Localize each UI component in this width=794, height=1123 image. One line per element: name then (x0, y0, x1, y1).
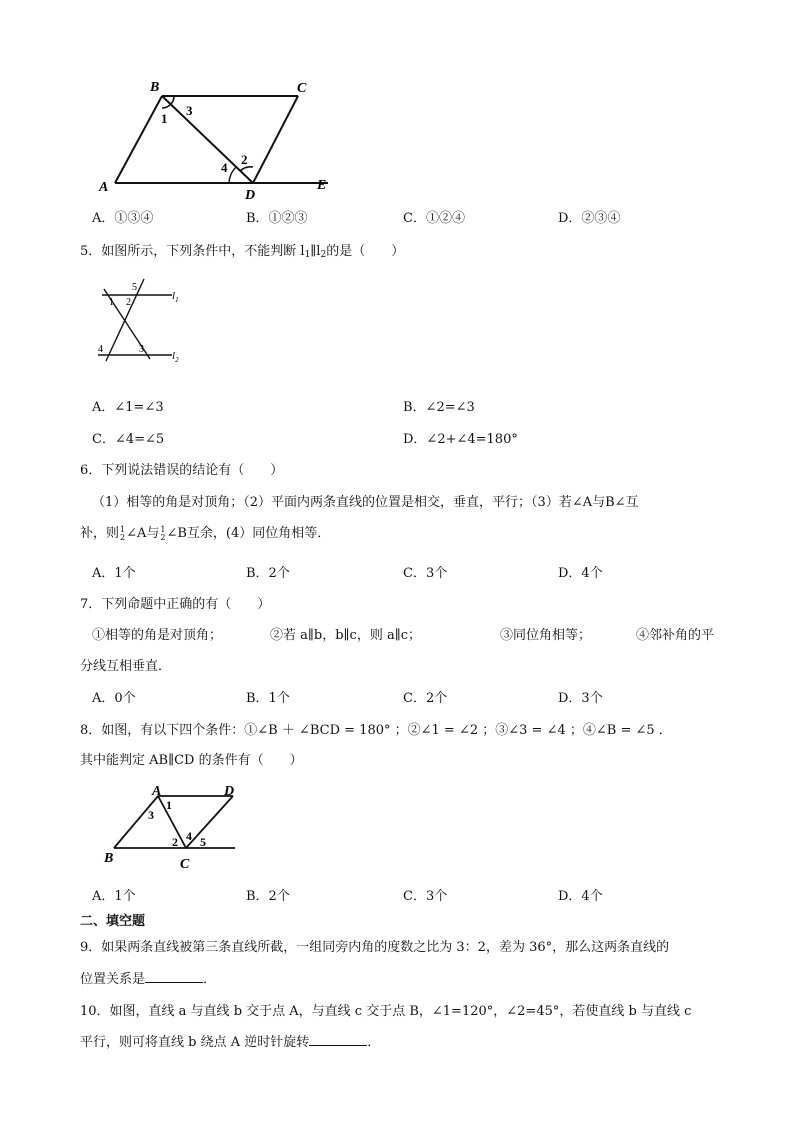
q7-option-b[interactable]: B．1个 (246, 691, 290, 706)
q10-answer-blank[interactable] (309, 1033, 367, 1046)
q5-angle-1: 1 (109, 297, 114, 308)
q4-option-a[interactable]: A．①③④ (92, 211, 154, 226)
q5-stem-mid: ∥l (310, 244, 321, 259)
q6-frac-2-den: 2 (160, 532, 166, 542)
q9-answer-blank[interactable] (145, 970, 203, 983)
q4-label-b: B (150, 80, 160, 95)
q9-line2-end: ． (203, 972, 217, 987)
q7-line2: 分线互相垂直． (80, 659, 172, 674)
q4-label-c: C (297, 81, 307, 96)
q8-figure (100, 780, 250, 872)
q5-sub2: 2 (320, 250, 327, 260)
q6-frac-1-den: 2 (120, 532, 126, 542)
q5-option-c[interactable]: C．∠4=∠5 (92, 432, 165, 447)
q5-option-d[interactable]: D．∠2+∠4=180° (403, 432, 518, 447)
section-fill-in-title: 二、填空题 (80, 914, 146, 929)
q6-frac-2-num: 1 (160, 524, 166, 534)
q6-frac-1-num: 1 (120, 524, 126, 534)
q9-line2 (80, 968, 216, 987)
q8-option-a[interactable]: A．1个 (92, 889, 136, 904)
q5-figure (92, 275, 192, 367)
q6-frac-1 (120, 526, 125, 542)
q4-option-b[interactable]: B．①②③ (246, 211, 308, 226)
q5-stem (80, 240, 404, 260)
q9-line2-text: 位置关系是 (80, 972, 146, 987)
svg-text:l1 (172, 290, 179, 304)
q6-option-c[interactable]: C．3个 (403, 566, 448, 581)
q5-angle-3: 3 (139, 344, 144, 355)
q5-option-a[interactable]: A．∠1=∠3 (92, 400, 164, 415)
q8-option-d[interactable]: D．4个 (558, 889, 603, 904)
q4-option-d[interactable]: D．②③④ (558, 211, 621, 226)
q6-option-b[interactable]: B．2个 (246, 566, 290, 581)
q4-figure (95, 75, 345, 205)
q10-line1: 10．如图，直线 a 与直线 b 交于点 A，与直线 c 交于点 B，∠1=120°，∠2=45°，若使直线 b 与直线 c (80, 1004, 692, 1019)
q5-label-l1: l (172, 290, 176, 302)
q8-option-b[interactable]: B．2个 (246, 889, 290, 904)
q10-line2 (80, 1031, 380, 1050)
q6-option-a[interactable]: A．1个 (92, 566, 136, 581)
q8-option-c[interactable]: C．3个 (403, 889, 448, 904)
q4-label-e: E (317, 178, 327, 193)
q5-angle-4: 4 (98, 344, 103, 355)
q5-label-l2-sub: 2 (175, 356, 179, 364)
q8-label-a: A (152, 784, 162, 799)
svg-text:l2 (172, 350, 179, 364)
q8-stem-line2: 其中能判定 AB∥CD 的条件有（ ） (80, 753, 303, 768)
q5-angle-2: 2 (126, 297, 131, 308)
q6-stem: 6．下列说法错误的结论有（ ） (80, 463, 284, 478)
q10-line2-end: ． (367, 1035, 381, 1050)
q7-item-3: ③同位角相等； (500, 628, 592, 643)
q4-angle-2: 2 (241, 152, 248, 167)
q6-line2-b: ∠A与 (126, 526, 160, 541)
q5-stem-b: 的是（ ） (326, 244, 405, 259)
q8-label-c: C (180, 857, 190, 872)
q8-angle-1: 1 (166, 798, 172, 812)
q8-label-b: B (104, 851, 114, 866)
q5-angle-5: 5 (132, 282, 137, 293)
q5-sub1: 1 (304, 250, 311, 260)
q6-frac-2 (160, 526, 165, 542)
q6-line2-c: ∠B互余，(4）同位角相等． (166, 526, 331, 541)
q6-option-d[interactable]: D．4个 (558, 566, 603, 581)
q4-option-c[interactable]: C．①②④ (403, 211, 465, 226)
q5-label-l1-sub: 1 (175, 296, 179, 304)
q8-label-d: D (224, 784, 235, 799)
q4-label-d: D (245, 188, 256, 203)
q8-angle-5: 5 (200, 835, 206, 849)
q4-angle-1: 1 (161, 111, 168, 126)
q7-option-a[interactable]: A．0个 (92, 691, 136, 706)
q4-angle-4: 4 (221, 160, 228, 175)
q4-label-a: A (99, 180, 109, 195)
q8-angle-3: 3 (148, 808, 154, 822)
q6-line1: （1）相等的角是对顶角；（2）平面内两条直线的位置是相交，垂直，平行；（3）若∠A与B∠互 (92, 495, 639, 510)
q10-line2-text: 平行，则可将直线 b 绕点 A 逆时针旋转 (80, 1035, 310, 1050)
q4-angle-3: 3 (186, 103, 193, 118)
q6-line2 (80, 522, 330, 542)
q9-line1: 9．如果两条直线被第三条直线所截，一组同旁内角的度数之比为 3：2，差为 36°，那么这两条直线的 (80, 940, 670, 955)
q6-line2-a: 补，则 (80, 526, 120, 541)
q8-angle-4: 4 (186, 829, 192, 843)
q5-stem-a: 5．如图所示，下列条件中，不能判断 l (80, 244, 305, 259)
q7-option-c[interactable]: C．2个 (403, 691, 448, 706)
q7-item-2: ②若 a∥b，b∥c，则 a∥c； (270, 628, 421, 643)
q5-option-b[interactable]: B．∠2=∠3 (403, 400, 475, 415)
q7-item-4: ④邻补角的平 (636, 628, 715, 643)
q7-item-1: ①相等的角是对顶角； (92, 628, 223, 643)
q5-label-l2: l (172, 350, 176, 362)
q7-option-d[interactable]: D．3个 (558, 691, 603, 706)
q8-stem-line1: 8．如图，有以下四个条件：①∠B ＋ ∠BCD = 180° ；②∠1 = ∠2 ；③∠3 = ∠4 ；④∠B = ∠5 ． (80, 723, 672, 738)
q8-angle-2: 2 (172, 835, 178, 849)
q7-stem: 7．下列命题中正确的有（ ） (80, 597, 271, 612)
